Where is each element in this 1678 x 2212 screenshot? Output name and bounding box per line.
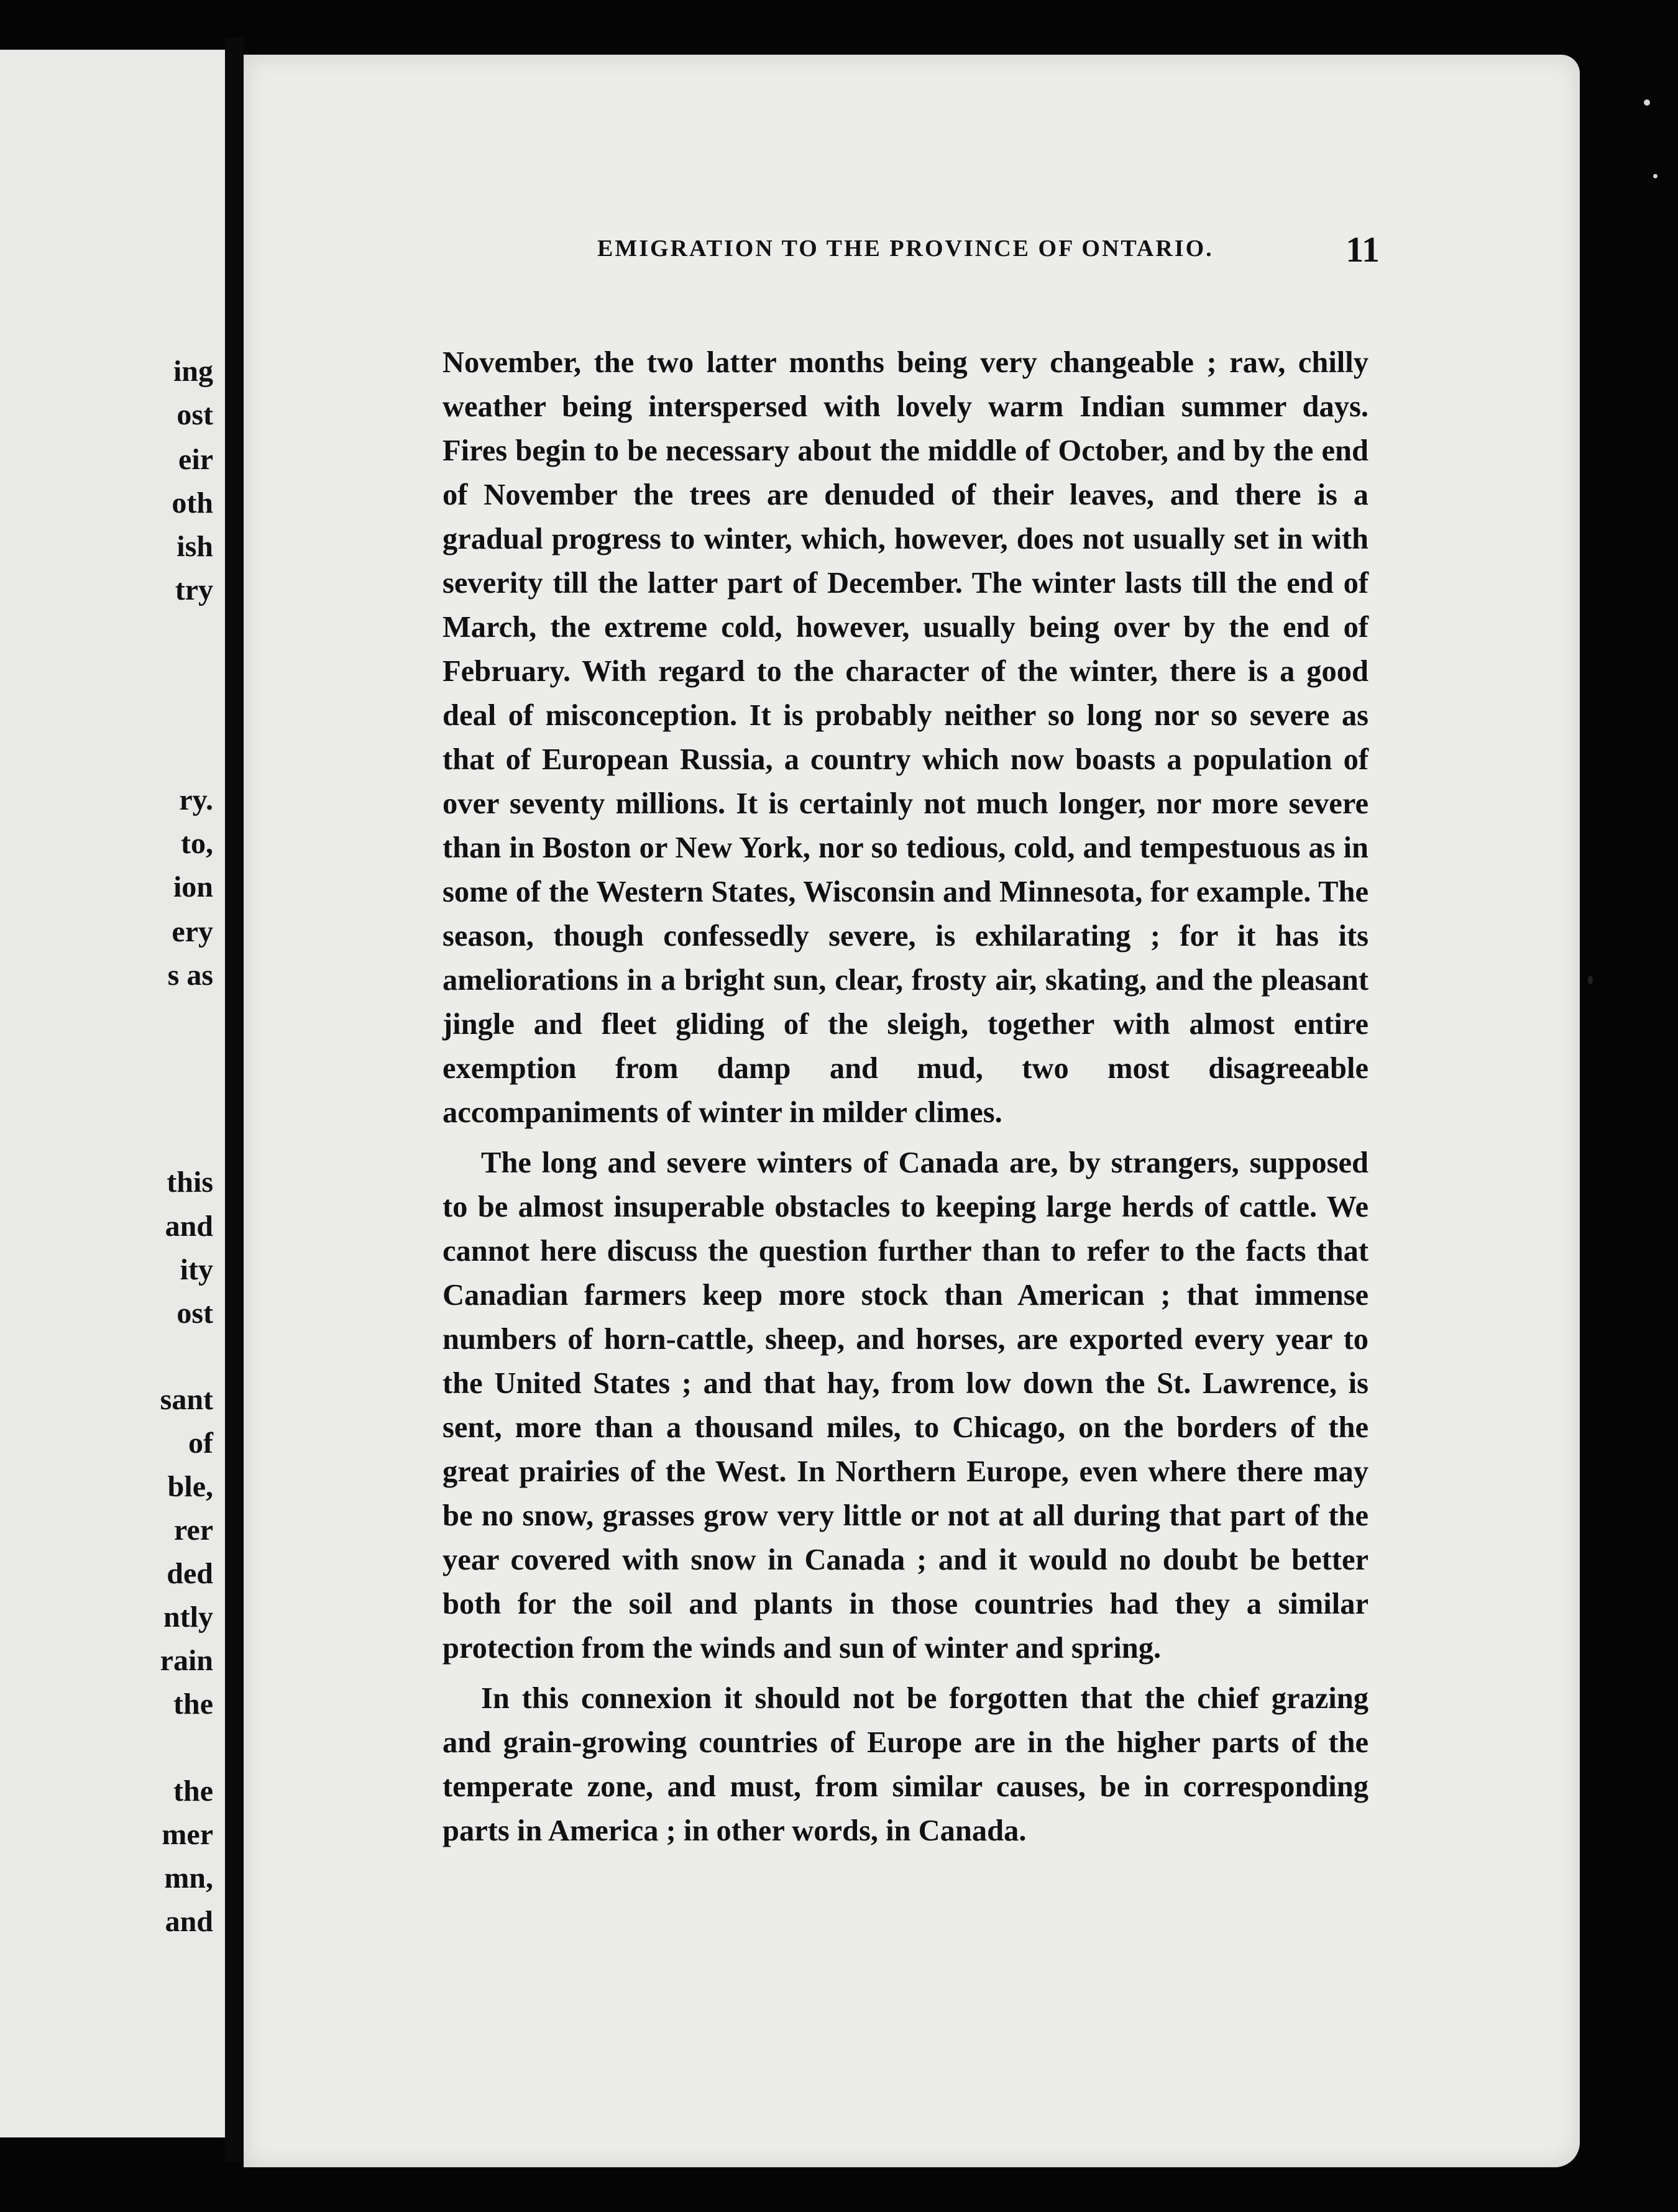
body-text: [442, 340, 1369, 1853]
left-fragment: sant: [160, 1383, 213, 1416]
left-fragment: ost: [177, 398, 213, 431]
paragraph: The long and severe winters of Canada are, by strangers, supposed to be almost insuperable obstacles to keeping large herds of cattle. We cannot here discuss the question further than to refer to the facts that Canadian farmers keep more stock than American ; that immense numbers of horn-cattle, sheep, and horses, are exported every year to the United States ; and that hay, from low down the St. Lawrence, is sent, more than a thousand miles, to Chicago, on the borders of the great prairies of the West. In Northern Europe, even where there may be no snow, grasses grow very little or not at all during that part of the year covered with snow in Canada ; and it would no doubt be better both for the soil and plants in those countries had they a similar protection from the winds and sun of winter and spring.: [442, 1146, 1369, 1665]
left-fragment: ish: [177, 530, 213, 563]
left-page-edge: [0, 50, 229, 2137]
left-fragment: and: [165, 1905, 213, 1938]
left-fragment: and: [165, 1210, 213, 1243]
left-fragment: mn,: [164, 1862, 213, 1894]
left-fragment: to,: [181, 827, 213, 860]
left-fragment: ble,: [167, 1470, 213, 1503]
left-fragment: ity: [180, 1253, 213, 1286]
left-fragment: ntly: [163, 1601, 213, 1634]
left-fragment: ing: [173, 355, 213, 388]
scan-speck: [1588, 976, 1593, 984]
running-title: EMIGRATION TO THE PROVINCE OF ONTARIO.: [597, 235, 1214, 262]
left-fragment: ost: [177, 1297, 213, 1330]
left-fragment: eir: [178, 443, 213, 476]
left-fragment: rain: [160, 1644, 213, 1677]
left-fragment: try: [175, 574, 213, 606]
left-fragment: rer: [173, 1514, 213, 1547]
left-fragment: s as: [167, 959, 213, 992]
left-page-text-fragments: [0, 50, 221, 2137]
left-fragment: ded: [167, 1557, 213, 1590]
left-fragment: the: [173, 1775, 213, 1808]
left-fragment: oth: [172, 487, 213, 519]
left-fragment: ion: [173, 871, 213, 903]
left-fragment: ery: [172, 915, 213, 948]
book-gutter: [225, 37, 244, 2162]
paragraph: In this connexion it should not be forgotten that the chief grazing and grain-growing countries of Europe are in the higher parts of the temperate zone, and must, from similar causes, be in corresponding parts in America ; in other words, in Canada.: [442, 1682, 1369, 1847]
left-fragment: the: [173, 1688, 213, 1721]
left-fragment: mer: [162, 1818, 213, 1851]
scan-speck: [1653, 174, 1657, 178]
page-number: 11: [1346, 229, 1380, 270]
left-fragment: of: [188, 1427, 213, 1460]
left-fragment: ry.: [179, 784, 213, 816]
left-fragment: this: [167, 1166, 213, 1199]
paragraph: November, the two latter months being very changeable ; raw, chilly weather being interspersed with lovely warm Indian summer days. Fires begin to be necessary about the middle of October, and by the end of November the trees are denuded of their leaves, and there is a gradual progress to winter, which, however, does not usually set in with severity till the latter part of December. The winter lasts till the end of March, the extreme cold, however, usually being over by the end of February. With regard to the character of the winter, there is a good deal of misconception. It is probably neither so long nor so severe as that of European Russia, a country which now boasts a population of over seventy millions. It is certainly not much longer, nor more severe than in Boston or New York, nor so tedious, cold, and tempestuous as in some of the Western States, Wisconsin and Minnesota, for example. The season, though confessedly severe, is exhilarating ; for it has its ameliorations in a bright sun, clear, frosty air, skating, and the pleasant jingle and fleet gliding of the sleigh, together with almost entire exemption from damp and mud, two most disagreeable accompaniments of winter in milder climes.: [442, 346, 1369, 1129]
scan-speck: [1644, 99, 1650, 106]
running-header: [351, 230, 1380, 273]
